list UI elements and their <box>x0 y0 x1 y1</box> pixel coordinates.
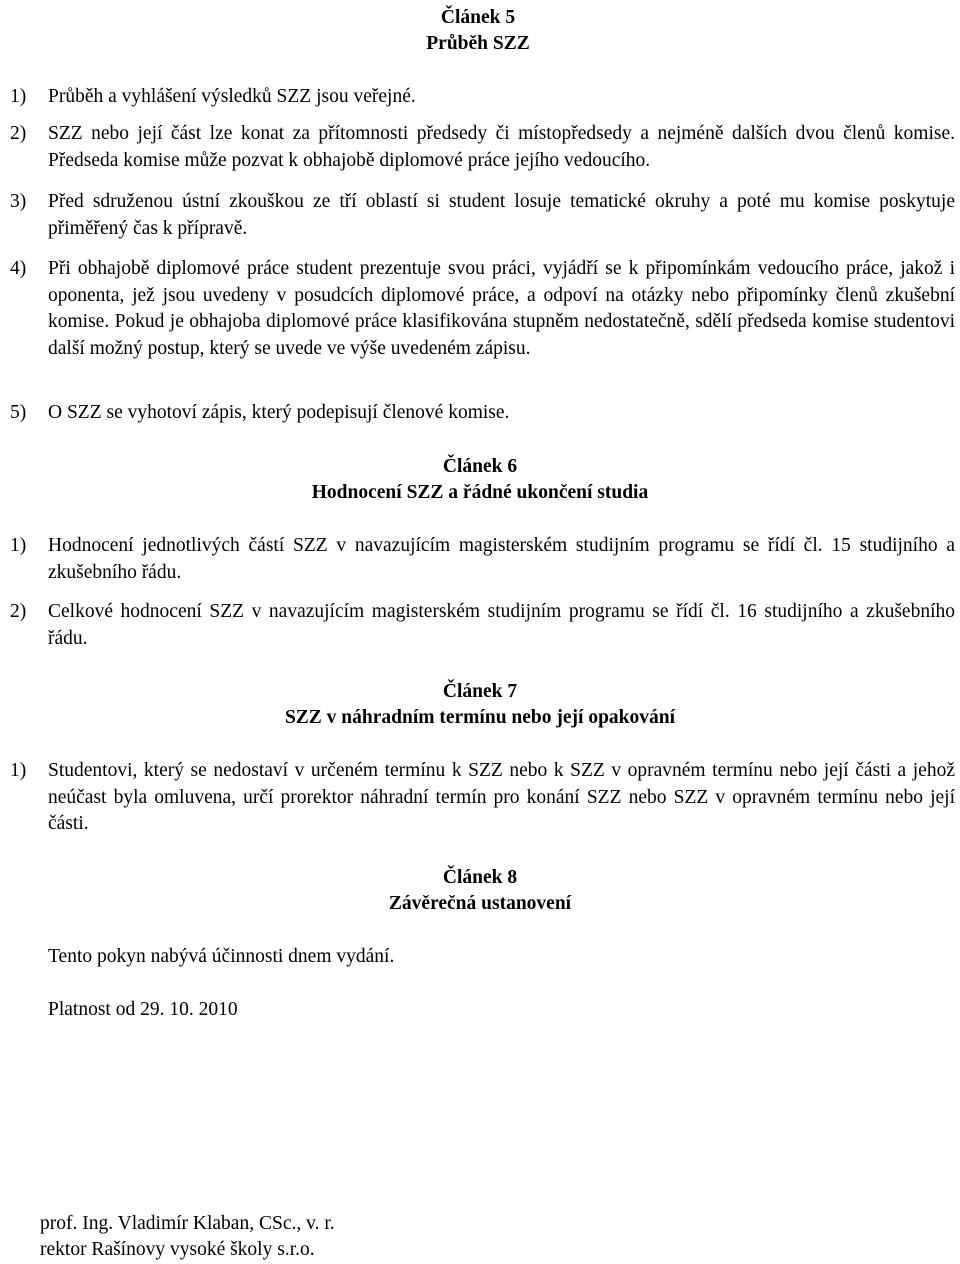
article-7-heading <box>0 679 960 731</box>
item-number: 1) <box>10 86 27 107</box>
item-text: Před sdruženou ústní zkouškou ze tří oblastí si student losuje tematické okruhy a poté mu komise poskytuje přiměřený čas k přípravě. <box>48 191 955 239</box>
item-text: Průběh a vyhlášení výsledků SZZ jsou veřejné. <box>48 86 416 107</box>
list-item <box>10 256 955 362</box>
item-number: 4) <box>10 258 27 279</box>
article-title: Hodnocení SZZ a řádné ukončení studia <box>311 482 649 503</box>
article-number: Článek 6 <box>442 456 518 477</box>
item-text: O SZZ se vyhotoví zápis, který podepisují členové komise. <box>48 402 510 423</box>
article-number: Článek 5 <box>440 7 516 28</box>
article-number: Článek 7 <box>442 681 518 702</box>
item-text: Studentovi, který se nedostaví v určeném termínu k SZZ nebo k SZZ v opravném termínu nebo její části a jehož neúčast byla omluvena, určí prorektor náhradní termín pro konání SZZ nebo SZZ v opravném termínu nebo její části. <box>48 760 955 834</box>
article-number: Článek 8 <box>442 867 518 888</box>
validity-date: Platnost od 29. 10. 2010 <box>48 999 238 1020</box>
article-5-heading <box>0 5 958 57</box>
effect-statement: Tento pokyn nabývá účinnosti dnem vydání. <box>48 946 395 967</box>
list-item <box>10 400 955 427</box>
article-8-heading <box>0 865 960 917</box>
item-text: Při obhajobě diplomové práce student prezentuje svou práci, vyjádří se k připomínkám vedoucího práce, jakož i oponenta, jež jsou uvedeny v posudcích diplomové práce, a odpoví na otázky nebo připomínky členů zkušební komise. Pokud je obhajoba diplomové práce klasifikována stupněm nedostatečně, sdělí předseda komise studentovi další možný postup, který se uvede ve výše uvedeném zápisu. <box>48 258 955 359</box>
item-number: 3) <box>10 191 27 212</box>
list-item <box>10 599 955 652</box>
item-number: 1) <box>10 760 27 781</box>
item-number: 2) <box>10 123 27 144</box>
list-item <box>10 758 955 838</box>
item-text: Celkové hodnocení SZZ v navazujícím magisterském studijním programu se řídí čl. 16 studijního a zkušebního řádu. <box>48 601 955 649</box>
article-6-heading <box>0 454 960 506</box>
list-item <box>10 121 955 174</box>
article-title: Průběh SZZ <box>426 33 530 54</box>
signature-name: prof. Ing. Vladimír Klaban, CSc., v. r. <box>40 1213 335 1234</box>
item-text: SZZ nebo její část lze konat za přítomnosti předsedy či místopředsedy a nejméně dalších dvou členů komise. Předseda komise může pozvat k obhajobě diplomové práce jejího vedoucího. <box>48 123 955 171</box>
list-item <box>10 533 955 586</box>
list-item <box>10 189 955 242</box>
item-number: 1) <box>10 535 27 556</box>
item-number: 5) <box>10 402 27 423</box>
signature-role: rektor Rašínovy vysoké školy s.r.o. <box>40 1239 315 1260</box>
item-text: Hodnocení jednotlivých částí SZZ v navazujícím magisterském studijním programu se řídí čl. 15 studijního a zkušebního řádu. <box>48 535 955 583</box>
list-item <box>10 84 955 111</box>
article-title: Závěrečná ustanovení <box>388 893 572 914</box>
item-number: 2) <box>10 601 27 622</box>
article-title: SZZ v náhradním termínu nebo její opakování <box>284 707 676 728</box>
